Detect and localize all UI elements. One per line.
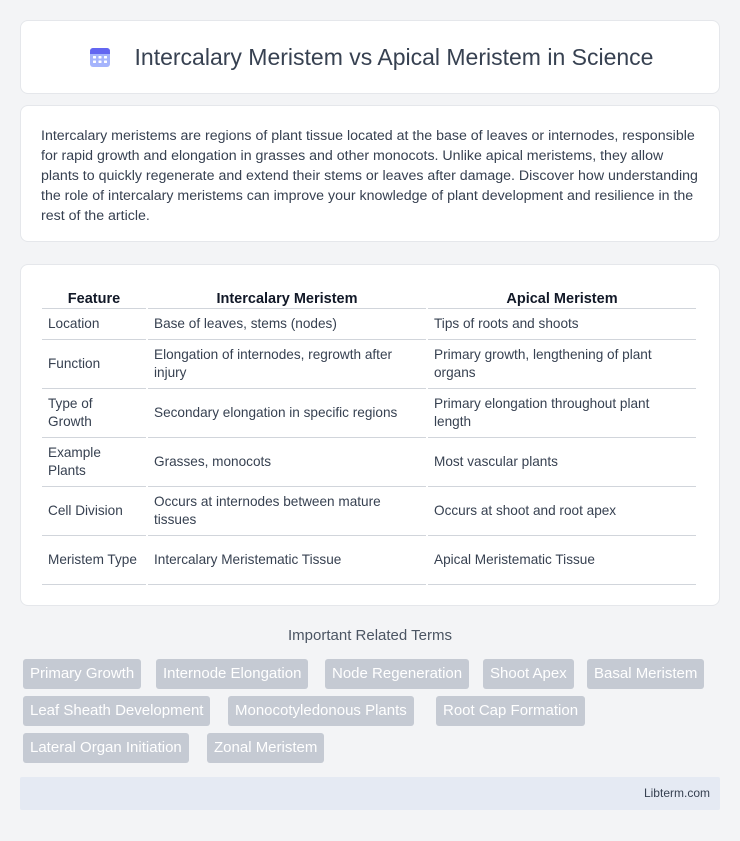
table-cell: Occurs at shoot and root apex <box>428 487 696 536</box>
related-terms-title: Important Related Terms <box>288 627 452 644</box>
tag-root-cap-formation[interactable]: Root Cap Formation <box>436 696 585 726</box>
table-cell: Intercalary Meristematic Tissue <box>148 536 426 585</box>
footer-site-link[interactable]: Libterm.com <box>643 786 710 800</box>
footer <box>20 777 720 810</box>
table-cell: Tips of roots and shoots <box>428 309 696 340</box>
comparison-table-card <box>20 264 720 606</box>
comparison-table <box>40 285 698 585</box>
table-cell: Cell Division <box>42 487 146 536</box>
tag-basal-meristem[interactable]: Basal Meristem <box>587 659 704 689</box>
header-feature: Feature <box>42 285 146 309</box>
tag-node-regeneration[interactable]: Node Regeneration <box>325 659 469 689</box>
tag-shoot-apex[interactable]: Shoot Apex <box>483 659 574 689</box>
table-row <box>42 487 696 536</box>
intro-card <box>20 105 720 242</box>
table-row <box>42 389 696 438</box>
calendar-icon <box>87 44 113 70</box>
tag-leaf-sheath-development[interactable]: Leaf Sheath Development <box>23 696 210 726</box>
table-cell: Primary growth, lengthening of plant organs <box>428 340 696 389</box>
table-cell: Grasses, monocots <box>148 438 426 487</box>
table-cell: Location <box>42 309 146 340</box>
table-cell: Meristem Type <box>42 536 146 585</box>
header-card <box>20 20 720 94</box>
table-cell: Function <box>42 340 146 389</box>
table-row <box>42 340 696 389</box>
table-row <box>42 536 696 585</box>
table-cell: Secondary elongation in specific regions <box>148 389 426 438</box>
table-cell: Example Plants <box>42 438 146 487</box>
table-cell: Primary elongation throughout plant length <box>428 389 696 438</box>
header-intercalary: Intercalary Meristem <box>148 285 426 309</box>
header-apical: Apical Meristem <box>428 285 696 309</box>
table-cell: Most vascular plants <box>428 438 696 487</box>
tag-primary-growth[interactable]: Primary Growth <box>23 659 141 689</box>
intro-text: Intercalary meristems are regions of plant tissue located at the base of leaves or internodes, responsible for rapid growth and elongation in grasses and other monocots. Unlike apical meristems, they allow plants to quickly regenerate and extend their stems or leaves after damage. Discover how understanding the role of intercalary meristems can improve your knowledge of plant development and resilience in the rest of the article. <box>41 128 698 224</box>
table-cell: Elongation of internodes, regrowth after injury <box>148 340 426 389</box>
table-cell: Apical Meristematic Tissue <box>428 536 696 585</box>
tag-lateral-organ-initiation[interactable]: Lateral Organ Initiation <box>23 733 189 763</box>
page-title: Intercalary Meristem vs Apical Meristem in Science <box>134 43 654 70</box>
tag-zonal-meristem[interactable]: Zonal Meristem <box>207 733 324 763</box>
table-cell: Type of Growth <box>42 389 146 438</box>
tag-internode-elongation[interactable]: Internode Elongation <box>156 659 308 689</box>
table-cell: Occurs at internodes between mature tissues <box>148 487 426 536</box>
table-row <box>42 438 696 487</box>
table-cell: Base of leaves, stems (nodes) <box>148 309 426 340</box>
tag-monocotyledonous-plants[interactable]: Monocotyledonous Plants <box>228 696 414 726</box>
table-row <box>42 309 696 340</box>
table-header-row <box>42 285 696 309</box>
